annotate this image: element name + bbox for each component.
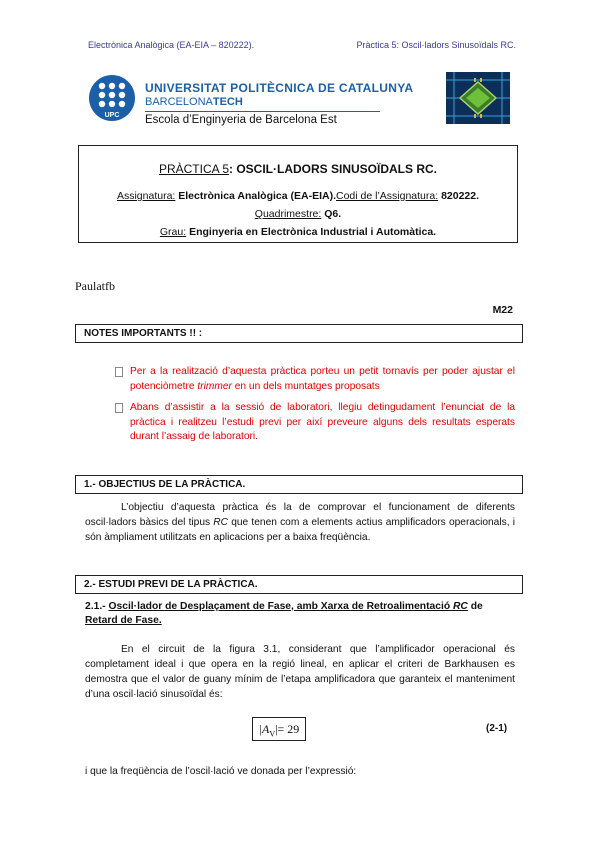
university-city: BARCELONATECH [145,96,243,108]
logo-divider [145,111,380,112]
section1-heading: 1.- OBJECTIUS DE LA PRÀCTICA. [75,475,523,494]
upc-logo-icon [88,74,136,122]
note-item: Per a la realització d’aquesta pràctica porteu un petit tornavís per poder ajustar el potenciòmetre trimmer en un dels muntatges proposats [115,365,515,394]
running-header-right: Pràctica 5: Oscil·ladors Sinusoïdals RC. [356,40,516,50]
subject-line: Assignatura: Electrònica Analògica (EA-EIA).Codi de l’Assignatura: 820222. [116,190,480,202]
section2-paragraph: En el circuit de la figura 3.1, considerant que l’amplificador operacional és completament ideal i que opera en la regió lineal, en aplicar el criteri de Barkhausen es demostra que el valor de guany mínim de l’etapa amplificadora que garanteix el manteniment d’una oscil·lació sinusoïdal és: [85,644,515,700]
notes-list [115,365,515,452]
upc-badge-text: UPC [104,112,120,119]
note-item: Abans d’assistir a la sessió de laboratori, llegiu detingudament l’enunciat de la pràctica i realitzeu l’estudi previ per així preveure alguns dels resultats esperats durant l’assaig de laboratori. [115,401,515,445]
bullet-box-icon [115,403,123,413]
university-name: UNIVERSITAT POLITÈCNICA DE CATALUNYA [145,81,414,95]
document-code: M22 [492,304,513,316]
bullet-box-icon [115,367,123,377]
gain-formula: $|A_V|= 29$ [252,717,306,741]
school-name: Escola d’Enginyeria de Barcelona Est [145,114,337,126]
degree-line: Grau: Enginyeria en Electrònica Industrial i Automàtica. [159,226,437,238]
subsection-title: 2.1.- Oscil·lador de Desplaçament de Fase, amb Xarxa de Retroalimentació RC de Retard de Fase. [85,601,483,626]
running-header-left: Electrònica Analògica (EA-EIA – 820222). [88,40,255,50]
practice-title: PRÀCTICA 5: OSCIL·LADORS SINUSOÏDALS RC. [158,162,438,176]
author-name: Paulatfb [75,279,115,293]
circuit-chip-image-icon [446,72,510,124]
notes-heading: NOTES IMPORTANTS !! : [75,324,523,343]
equation-number: (2-1) [486,723,508,734]
section1-paragraph: L’objectiu d’aquesta pràctica és la de comprovar el funcionament de diferents oscil·ladors bàsics del tipus RC que tenen com a elements actius amplificadors operacionals, i són àmpliament utilitzats en aplicacions per a baixa freqüència. [85,502,515,543]
title-box [78,145,518,243]
frequency-intro-line: i que la freqüència de l’oscil·lació ve donada per l’expressió: [85,766,357,777]
term-line: Quadrimestre: Q6. [254,208,342,220]
section2-heading: 2.- ESTUDI PREVI DE LA PRÀCTICA. [75,575,523,594]
